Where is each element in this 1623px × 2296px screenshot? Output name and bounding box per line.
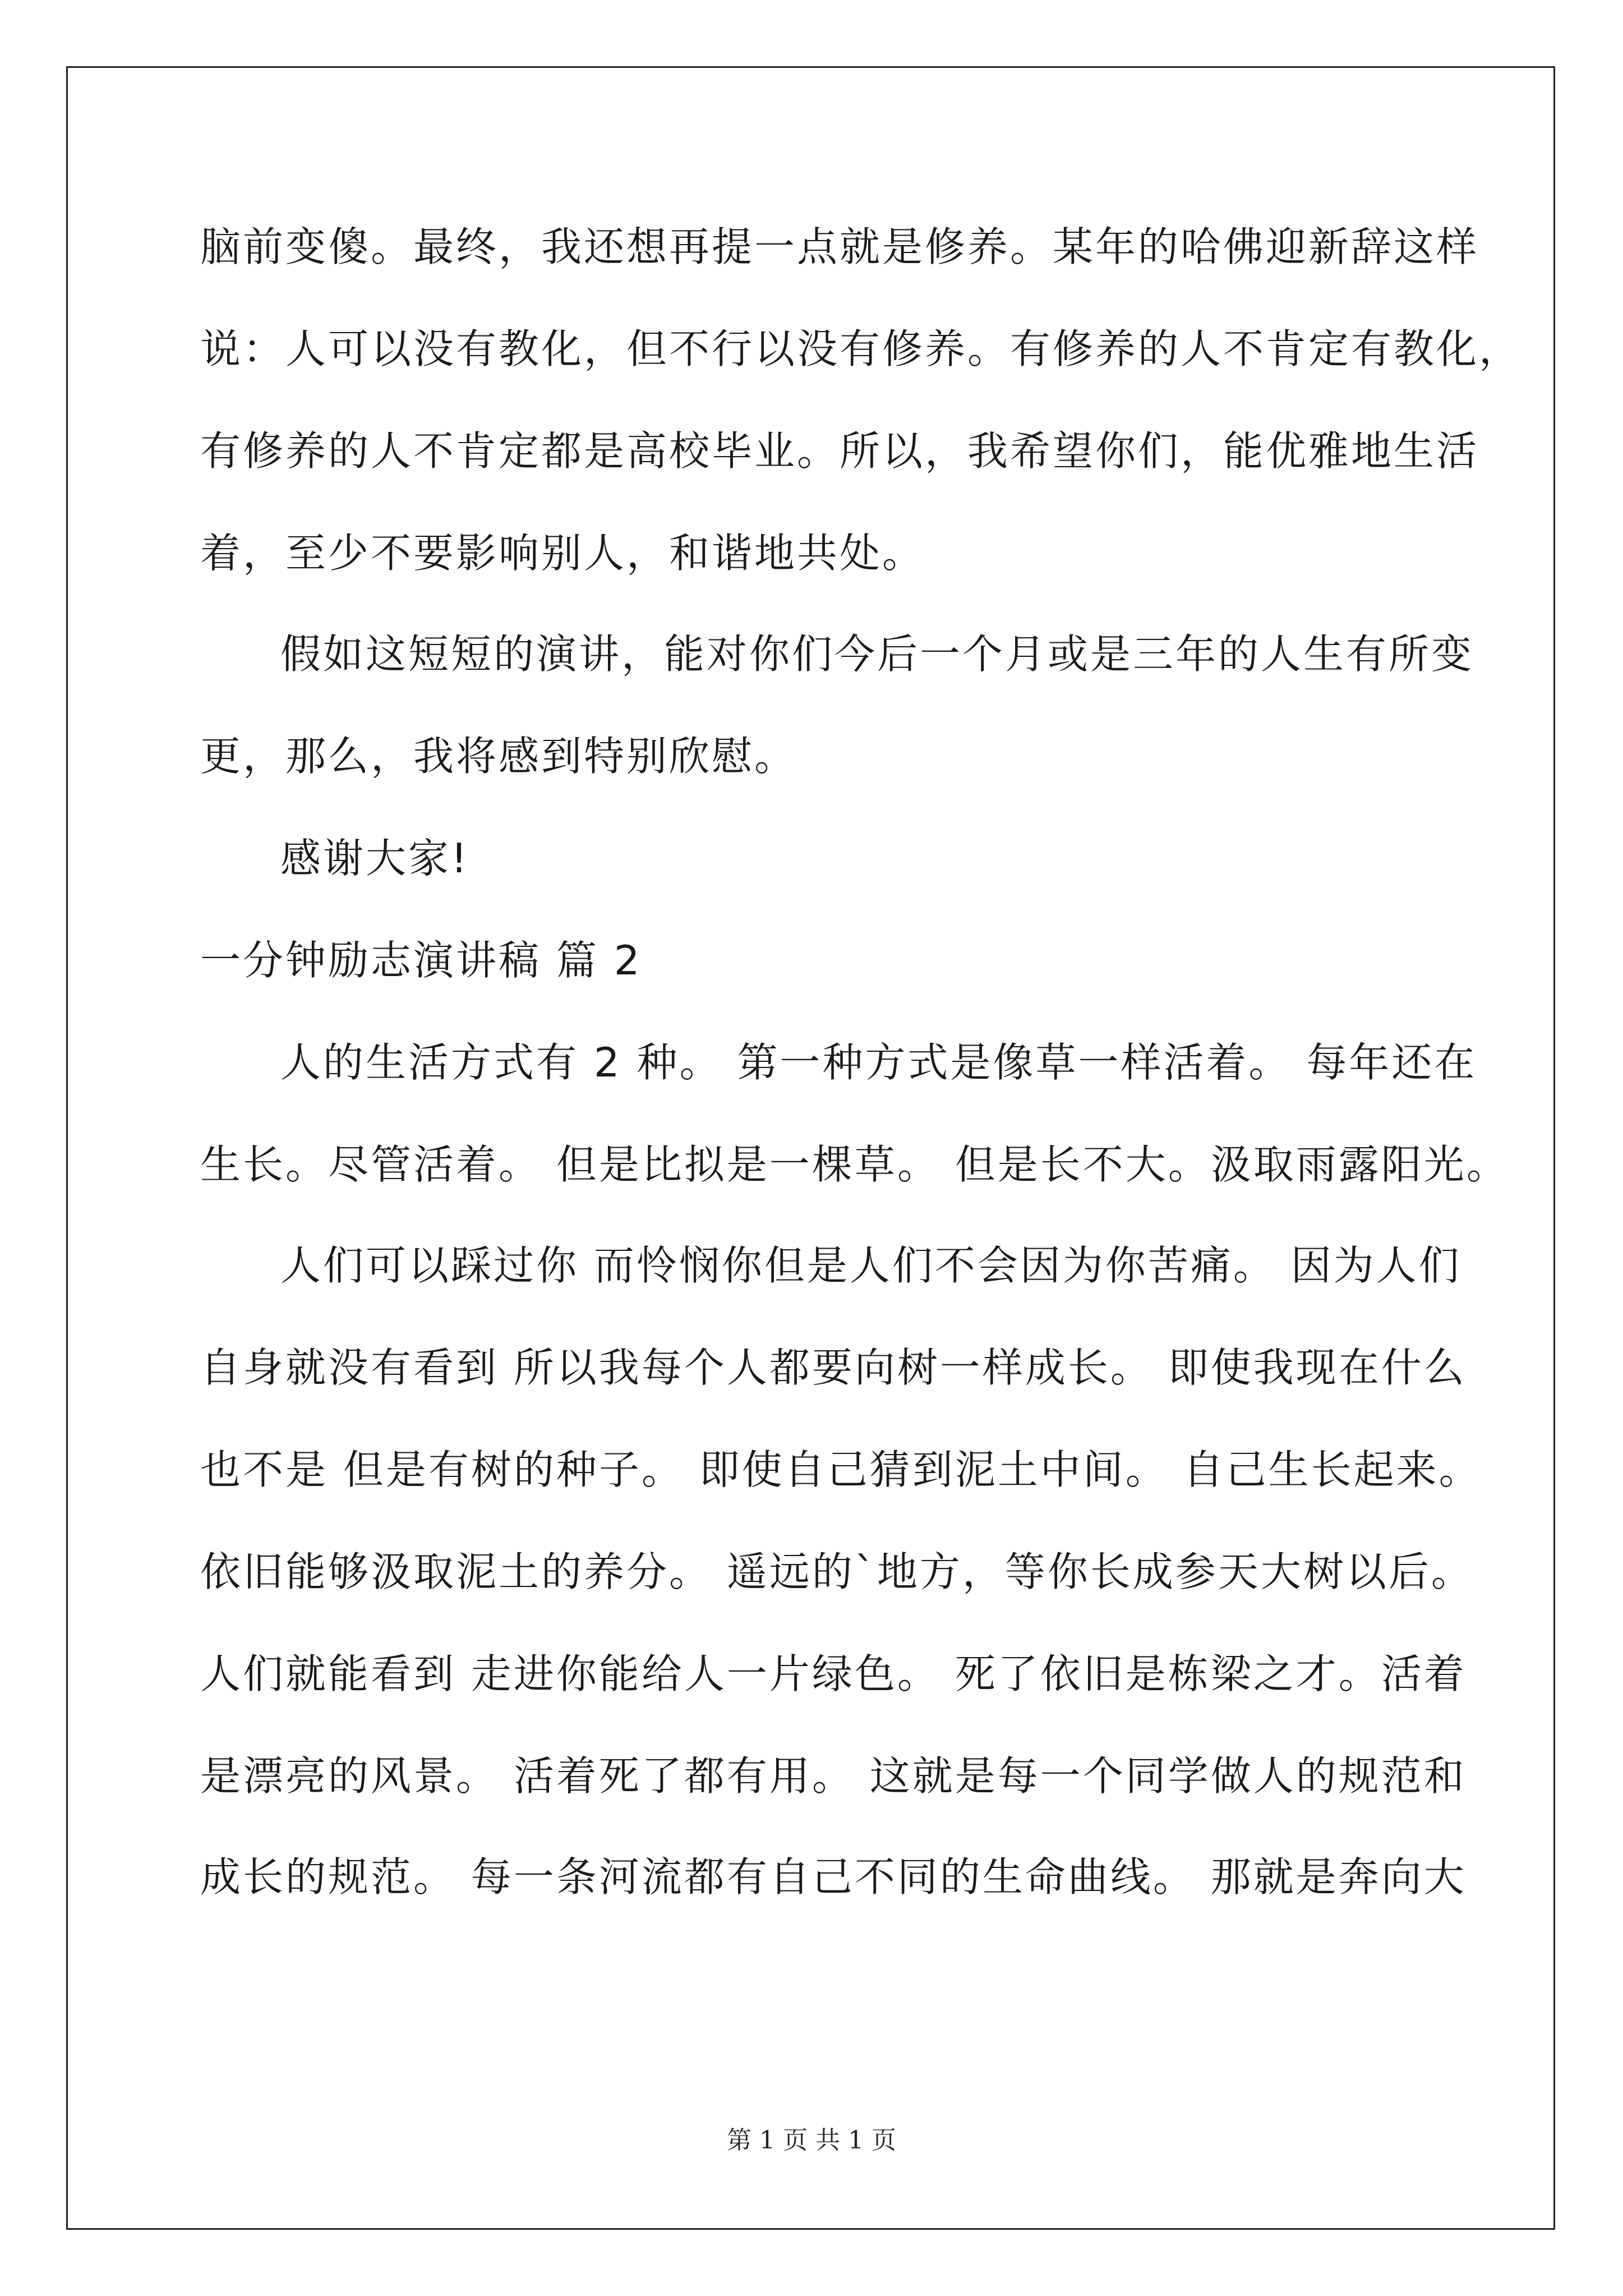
text-line: 有修养的人不肯定都是高校毕业。所以，我希望你们，能优雅地生活 xyxy=(200,427,1479,475)
text-line: 人们就能看到 走进你能给人一片绿色。 死了依旧是栋梁之才。活着 xyxy=(200,1650,1467,1697)
text-line: 假如这短短的演讲，能对你们今后一个月或是三年的人生有所变 xyxy=(280,631,1474,678)
text-line: 感谢大家! xyxy=(280,835,469,882)
page-footer: 第 1 页 共 1 页 xyxy=(727,2126,896,2155)
text-line: 依旧能够汲取泥土的养分。 遥远的`地方，等你长成参天大树以后。 xyxy=(200,1548,1474,1595)
text-line: 更，那么，我将感到特别欣慰。 xyxy=(200,733,797,780)
text-line: 也不是 但是有树的种子。 即使自己猜到泥土中间。 自己生长起来。 xyxy=(200,1446,1482,1493)
section-heading: 一分钟励志演讲稿 篇 2 xyxy=(200,937,642,984)
text-line: 成长的规范。 每一条河流都有自己不同的生命曲线。 那就是奔向大 xyxy=(200,1853,1467,1901)
text-line: 生长。尽管活着。 但是比拟是一棵草。 但是长不大。汲取雨露阳光。 xyxy=(200,1141,1509,1188)
text-line: 自身就没有看到 所以我每个人都要向树一样成长。 即使我现在什么 xyxy=(200,1344,1467,1391)
text-line: 人们可以踩过你 而怜悯你但是人们不会因为你苦痛。 因为人们 xyxy=(280,1242,1461,1289)
text-line: 脑前变傻。最终，我还想再提一点就是修养。某年的哈佛迎新辞这样 xyxy=(200,223,1479,270)
text-line: 说：人可以没有教化，但不行以没有修养。有修养的人不肯定有教化， xyxy=(200,325,1522,372)
text-line: 是漂亮的风景。 活着死了都有用。 这就是每一个同学做人的规范和 xyxy=(200,1752,1467,1800)
text-line: 人的生活方式有 2 种。 第一种方式是像草一样活着。 每年还在 xyxy=(280,1039,1477,1086)
text-line: 着，至少不要影响别人，和谐地共处。 xyxy=(200,530,925,577)
